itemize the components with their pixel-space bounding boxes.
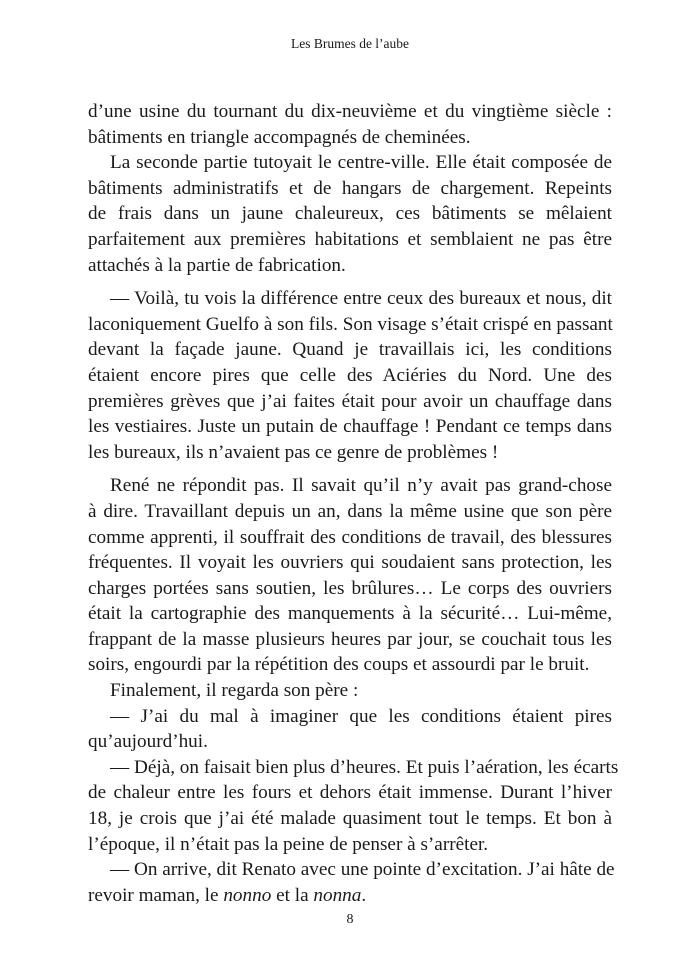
text-line: laconiquement Guelfo à son fils. Son visage s’était crispé en passant	[88, 313, 613, 335]
text-line: d’une usine du tournant du dix-neuvième et du vingtième siècle :	[88, 101, 612, 122]
text-line: — Déjà, on faisait bien plus d’heures. Et puis l’aération, les écarts	[110, 756, 619, 778]
text-line: 18, je crois que j’ai été malade quasiment tout le temps. Et bon à	[88, 808, 612, 830]
paragraph	[88, 286, 612, 465]
text-line: bâtiments en triangle accompagnés de cheminées.	[88, 126, 471, 148]
text-line: à dire. Travaillant depuis un an, dans la même usine que son père	[88, 500, 612, 522]
text-line: de chaleur entre les fours et dehors était immense. Durant l’hiver	[88, 782, 612, 804]
text-segment: revoir maman, le	[88, 884, 224, 906]
text-line: fréquentes. Il voyait les ouvriers qui soudaient sans protection, les	[88, 552, 612, 574]
text-line: comme apprenti, il souffrait des conditions de travail, des blessures	[88, 526, 612, 548]
text-line: bâtiments administratifs et de hangars de chargement. Repeints	[88, 177, 612, 199]
text-line: les bureaux, ils n’avaient pas ce genre de problèmes !	[88, 441, 499, 463]
running-title: Les Brumes de l’aube	[290, 36, 410, 51]
text-line: premières grèves que j’ai faites était pour avoir un chauffage dans	[88, 390, 612, 412]
italic-word: nonno	[223, 884, 272, 906]
body-text	[88, 99, 619, 908]
paragraph	[88, 99, 612, 278]
text-line: qu’aujourd’hui.	[88, 731, 208, 753]
text-line: — J’ai du mal à imaginer que les conditions étaient pires	[110, 705, 612, 727]
page-number: 8	[346, 912, 354, 927]
text-line: attachés à la partie de fabrication.	[88, 254, 346, 276]
text-line: de frais dans un jaune chaleureux, ces bâtiments se mêlaient	[88, 203, 612, 225]
text-line	[88, 883, 612, 909]
text-line: parfaitement aux premières habitations et semblaient ne pas être	[88, 228, 612, 250]
text-line: les vestiaires. Juste un putain de chauffage ! Pendant ce temps dans	[88, 416, 612, 438]
text-line: était la cartographie des manquements à la sécurité… Lui-même,	[88, 603, 612, 625]
text-line: — On arrive, dit Renato avec une pointe d’excitation. J’ai hâte de	[110, 859, 615, 881]
text-line: Finalement, il regarda son père :	[110, 680, 359, 702]
text-line: frappant de la masse plusieurs heures par jour, se couchait tous les	[88, 628, 612, 650]
text-line: devant la façade jaune. Quand je travaillais ici, les conditions	[88, 339, 612, 361]
text-segment: .	[361, 884, 367, 906]
text-line: soirs, engourdi par la répétition des coups et assourdi par le bruit.	[88, 654, 590, 676]
text-line: l’époque, il n’était pas la peine de penser à s’arrêter.	[88, 833, 489, 855]
text-line: René ne répondit pas. Il savait qu’il n’y avait pas grand-chose	[110, 475, 612, 497]
text-line: charges portées sans soutien, les brûlures… Le corps des ouvriers	[88, 577, 612, 599]
text-line: — Voilà, tu vois la différence entre ceux des bureaux et nous, dit	[110, 288, 612, 310]
text-line: étaient encore pires que celle des Aciéries du Nord. Une des	[88, 364, 612, 386]
italic-word: nonna	[313, 884, 362, 906]
text-segment: et la	[271, 884, 314, 906]
text-line: La seconde partie tutoyait le centre-ville. Elle était composée de	[110, 152, 612, 174]
paragraph	[88, 473, 619, 908]
